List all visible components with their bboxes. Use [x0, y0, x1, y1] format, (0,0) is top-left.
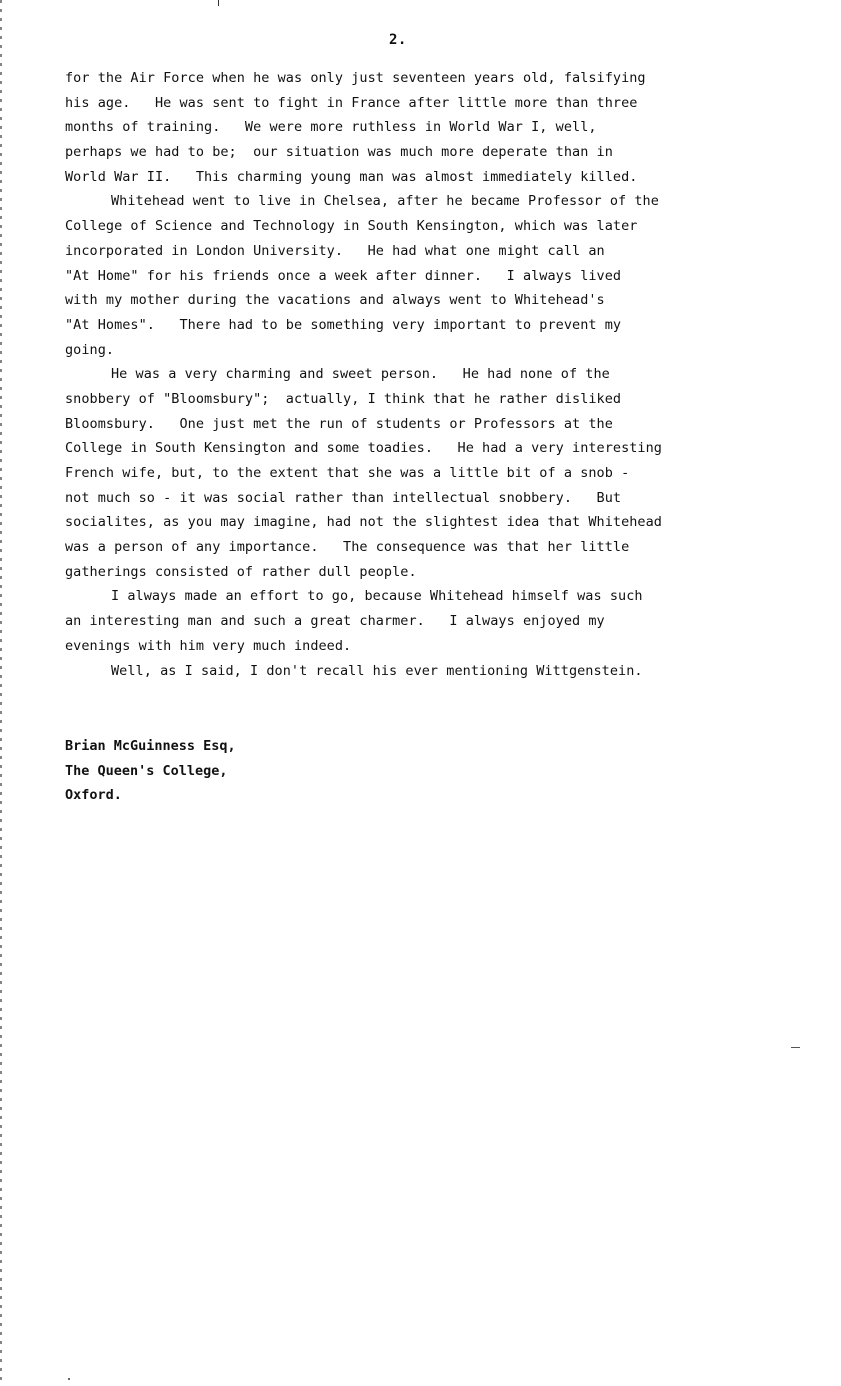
- address-line-name: Brian McGuinness Esq,: [65, 738, 236, 754]
- text-line: French wife, but, to the extent that she was a little bit of a snob -: [65, 465, 630, 481]
- text-line: an interesting man and such a great charmer. I always enjoyed my: [65, 613, 605, 630]
- text-line: with my mother during the vacations and always went to Whitehead's: [65, 292, 605, 309]
- text-line: not much so - it was social rather than intellectual snobbery. But: [65, 489, 622, 506]
- text-line: Whitehead went to live in Chelsea, after he became Professor of the: [111, 193, 659, 210]
- text-line: incorporated in London University. He had what one might call an: [65, 242, 605, 259]
- text-line: socialites, as you may imagine, had not the slightest idea that Whitehead: [65, 514, 662, 531]
- text-line: College of Science and Technology in South Kensington, which was later: [65, 218, 638, 235]
- text-line: gatherings consisted of rather dull people.: [65, 563, 417, 580]
- page-number: 2.: [389, 32, 407, 48]
- recipient-address: [65, 734, 236, 808]
- address-line-college: The Queen's College,: [65, 762, 228, 779]
- text-line: Bloomsbury. One just met the run of students or Professors at the: [65, 415, 613, 432]
- paragraph-2: [65, 189, 795, 362]
- scan-right-mark-artifact: [791, 1047, 800, 1048]
- paragraph-5: [65, 659, 795, 684]
- text-line: College in South Kensington and some toadies. He had a very interesting: [65, 440, 662, 457]
- text-line: going.: [65, 341, 115, 358]
- text-line: Well, as I said, I don't recall his ever mentioning Wittgenstein.: [111, 662, 643, 679]
- text-line: "At Homes". There had to be something very important to prevent my: [65, 316, 622, 333]
- paragraph-1: [65, 66, 795, 189]
- text-line: He was a very charming and sweet person. He had none of the: [111, 366, 610, 383]
- paragraph-3: [65, 362, 795, 584]
- letter-body: [65, 66, 795, 683]
- text-line: months of training. We were more ruthless in World War I, well,: [65, 119, 597, 136]
- scan-left-edge-artifact: [0, 0, 2, 1386]
- text-line: his age. He was sent to fight in France after little more than three: [65, 94, 638, 111]
- text-line: "At Home" for his friends once a week after dinner. I always lived: [65, 267, 622, 284]
- text-line: was a person of any importance. The consequence was that her little: [65, 539, 630, 556]
- address-line-city: Oxford.: [65, 787, 122, 804]
- text-line: evenings with him very much indeed.: [65, 637, 352, 654]
- scan-bottom-dot-artifact: [68, 1378, 70, 1380]
- text-line: perhaps we had to be; our situation was much more deperate than in: [65, 144, 613, 161]
- text-line: World War II. This charming young man was almost immediately killed.: [65, 168, 638, 185]
- paragraph-4: [65, 584, 795, 658]
- text-line: I always made an effort to go, because Whitehead himself was such: [111, 588, 643, 605]
- text-line: snobbery of "Bloomsbury"; actually, I think that he rather disliked: [65, 390, 622, 407]
- text-line: for the Air Force when he was only just seventeen years old, falsifying: [65, 70, 646, 86]
- scan-top-tick-artifact: [218, 0, 219, 6]
